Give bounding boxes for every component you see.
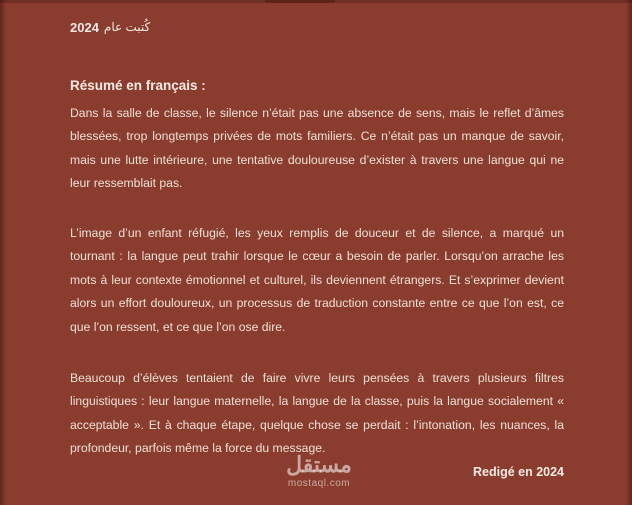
top-edge-mark: [265, 0, 335, 3]
signature-line: Redigé en 2024: [472, 465, 564, 479]
watermark-arabic: مستقل: [286, 452, 352, 477]
summary-paragraph-1: Dans la salle de classe, le silence n’était pas une absence de sens, mais le reflet d’âmes blessées, trop longtemps privées de mots familiers. Ce n’était pas un manque de savoir, mais une lutte intérieure, une tentative douloureuse d’exister à travers une langue qui ne leur ressemblait pas.: [70, 106, 564, 191]
date-line: [70, 17, 150, 37]
mostaql-watermark: [275, 452, 363, 490]
summary-paragraph-3: Beaucoup d’élèves tentaient de faire vivre leurs pensées à travers plusieurs filtres linguistiques : leur langue maternelle, la langue de la classe, puis la langue socialement « acceptable ». Et à chaque étape, quelque chose se perdait : l’intonation, les nuances, la profondeur, parfois même la force du message.: [70, 371, 564, 456]
left-shadow: [0, 0, 6, 505]
right-shadow: [626, 0, 632, 505]
date-year: 2024: [70, 19, 99, 35]
summary-paragraph-2: L’image d’un enfant réfugié, les yeux remplis de douceur et de silence, a marqué un tournant : la langue peut trahir lorsque le cœur a besoin de parler. Lorsqu’on arrache les mots à leur contexte émotionnel et culturel, ils deviennent étrangers. Et s’exprimer devient alors un effort douloureux, un processus de traduction constante entre ce que l’on est, ce que l’on ressent, et ce que l’on ose dire.: [70, 226, 564, 334]
top-edge-bar: [0, 0, 632, 3]
date-arabic-caption: كُتبت عام: [103, 20, 151, 34]
watermark-latin: mostaql.com: [287, 478, 351, 489]
summary-heading: Résumé en français :: [70, 78, 206, 93]
